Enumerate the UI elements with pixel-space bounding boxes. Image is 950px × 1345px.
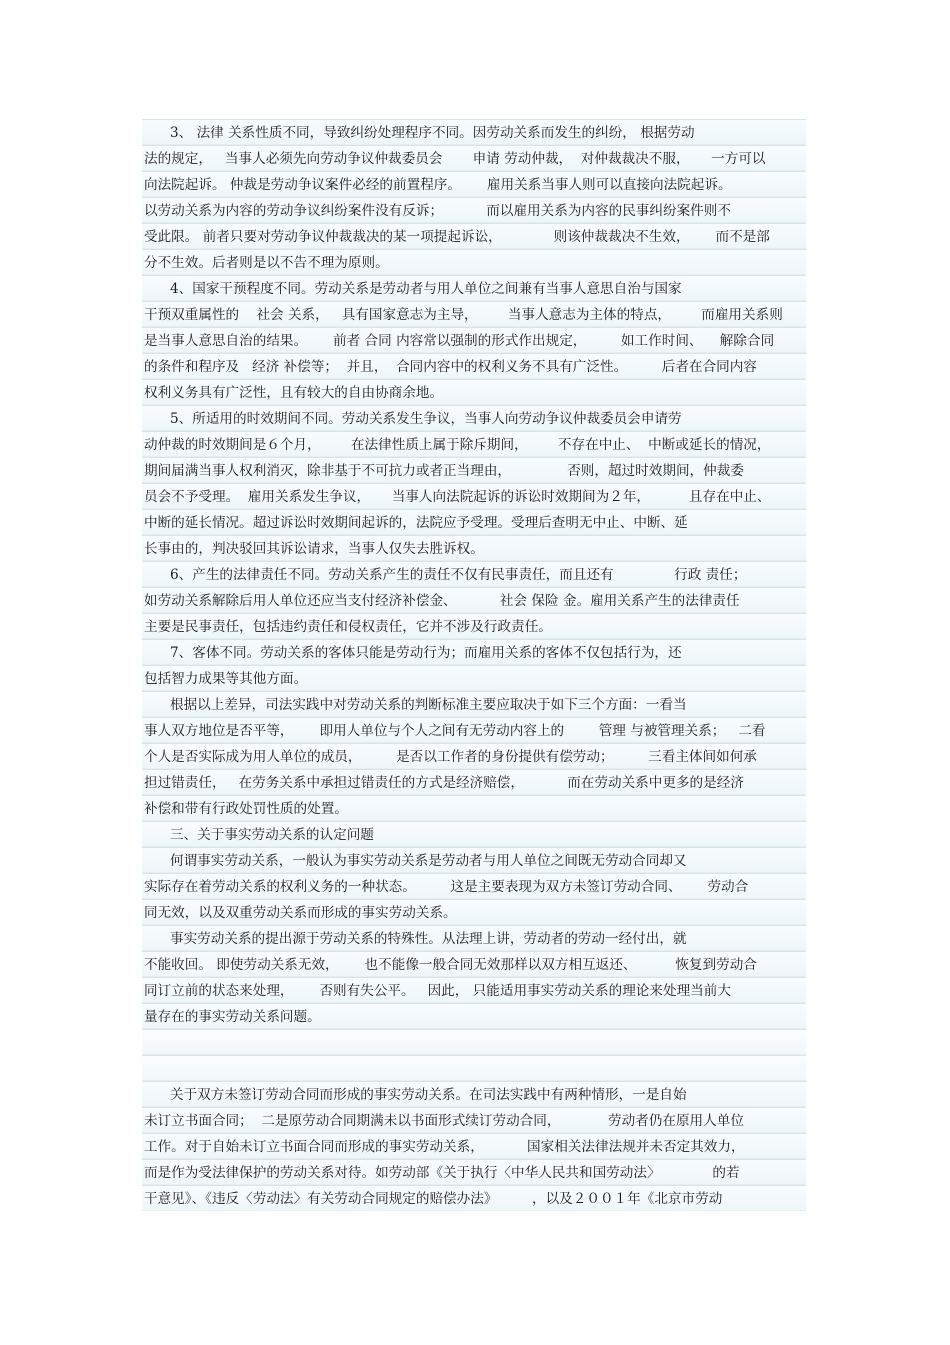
text-line: 中断的延长情况。超过诉讼时效期间起诉的，法院应予受理。受理后查明无中止、中断、延 [142,509,806,535]
text-line: 不能收回。 即使劳动关系无效， 也不能像一般合同无效那样以双方相互返还、 恢复到劳动合 [142,951,806,977]
text-line: 实际存在着劳动关系的权利义务的一种状态。 这是主要表现为双方未签订劳动合同、 劳动合 [142,873,806,899]
text-line: 长事由的，判决驳回其诉讼请求，当事人仅失去胜诉权。 [142,535,806,561]
text-line: 三、关于事实劳动关系的认定问题 [142,821,806,847]
text-line: 以劳动关系为内容的劳动争议纠纷案件没有反诉； 而以雇用关系为内容的民事纠纷案件则不 [142,197,806,223]
document-body [142,119,806,1211]
text-line: 关于双方未签订劳动合同而形成的事实劳动关系。在司法实践中有两种情形，一是自始 [142,1081,806,1107]
text-line: 未订立书面合同； 二是原劳动合同期满未以书面形式续订劳动合同， 劳动者仍在原用人单位 [142,1107,806,1133]
text-line: 5、所适用的时效期间不同。劳动关系发生争议，当事人向劳动争议仲裁委员会申请劳 [142,405,806,431]
text-line: 何谓事实劳动关系，一般认为事实劳动关系是劳动者与用人单位之间既无劳动合同却又 [142,847,806,873]
text-line: 7、客体不同。劳动关系的客体只能是劳动行为；而雇用关系的客体不仅包括行为，还 [142,639,806,665]
text-line: 3、 法律 关系性质不同，导致纠纷处理程序不同。因劳动关系而发生的纠纷， 根据劳动 [142,119,806,145]
text-line: 如劳动关系解除后用人单位还应当支付经济补偿金、 社会 保险 金。雇用关系产生的法律责任 [142,587,806,613]
text-line: 事实劳动关系的提出源于劳动关系的特殊性。从法理上讲，劳动者的劳动一经付出，就 [142,925,806,951]
text-line: 法的规定， 当事人必须先向劳动争议仲裁委员会 申请 劳动仲裁， 对仲裁裁决不服， 一方可以 [142,145,806,171]
text-line: 量存在的事实劳动关系问题。 [142,1003,806,1029]
text-line: 分不生效。后者则是以不告不理为原则。 [142,249,806,275]
text-line: 动仲裁的时效期间是６个月， 在法律性质上属于除斥期间， 不存在中止、 中断或延长的情况， [142,431,806,457]
text-line: 权利义务具有广泛性，且有较大的自由协商余地。 [142,379,806,405]
text-line: 而是作为受法律保护的劳动关系对待。如劳动部《关于执行〈中华人民共和国劳动法〉 的若 [142,1159,806,1185]
text-line: 补偿和带有行政处罚性质的处置。 [142,795,806,821]
text-line: 4、国家干预程度不同。劳动关系是劳动者与用人单位之间兼有当事人意思自治与国家 [142,275,806,301]
text-line: 是当事人意思自治的结果。 前者 合同 内容常以强制的形式作出规定， 如工作时间、 解除合同 [142,327,806,353]
text-line: 主要是民事责任，包括违约责任和侵权责任，它并不涉及行政责任。 [142,613,806,639]
text-line: 干意见》、《违反〈劳动法〉有关劳动合同规定的赔偿办法》 ，以及２００１年《北京市劳动 [142,1185,806,1211]
text-line: 受此限。 前者只要对劳动争议仲裁裁决的某一项提起诉讼， 则该仲裁裁决不生效， 而不是部 [142,223,806,249]
text-line: 期间届满当事人权利消灭，除非基于不可抗力或者正当理由， 否则，超过时效期间，仲裁委 [142,457,806,483]
text-line: 担过错责任， 在劳务关系中承担过错责任的方式是经济赔偿， 而在劳动关系中更多的是经济 [142,769,806,795]
text-line: 个人是否实际成为用人单位的成员， 是否以工作者的身份提供有偿劳动； 三看主体间如何承 [142,743,806,769]
text-line: 向法院起诉。 仲裁是劳动争议案件必经的前置程序。 雇用关系当事人则可以直接向法院起诉。 [142,171,806,197]
text-line: 同订立前的状态来处理， 否则有失公平。 因此， 只能适用事实劳动关系的理论来处理当前大 [142,977,806,1003]
text-line: 6、产生的法律责任不同。劳动关系产生的责任不仅有民事责任，而且还有 行政 责任； [142,561,806,587]
text-line: 工作。对于自始未订立书面合同而形成的事实劳动关系， 国家相关法律法规并未否定其效力， [142,1133,806,1159]
blank-line [142,1055,806,1081]
blank-line [142,1029,806,1055]
text-line: 干预双重属性的 社会 关系， 具有国家意志为主导， 当事人意志为主体的特点， 而雇用关系则 [142,301,806,327]
text-line: 员会不予受理。 雇用关系发生争议， 当事人向法院起诉的诉讼时效期间为２年， 且存在中止、 [142,483,806,509]
text-line: 的条件和程序及 经济 补偿等； 并且， 合同内容中的权利义务不具有广泛性。 后者在合同内容 [142,353,806,379]
text-line: 包括智力成果等其他方面。 [142,665,806,691]
text-line: 根据以上差异，司法实践中对劳动关系的判断标准主要应取决于如下三个方面：一看当 [142,691,806,717]
text-line: 事人双方地位是否平等， 即用人单位与个人之间有无劳动内容上的 管理 与被管理关系； 二看 [142,717,806,743]
text-line: 同无效，以及双重劳动关系而形成的事实劳动关系。 [142,899,806,925]
